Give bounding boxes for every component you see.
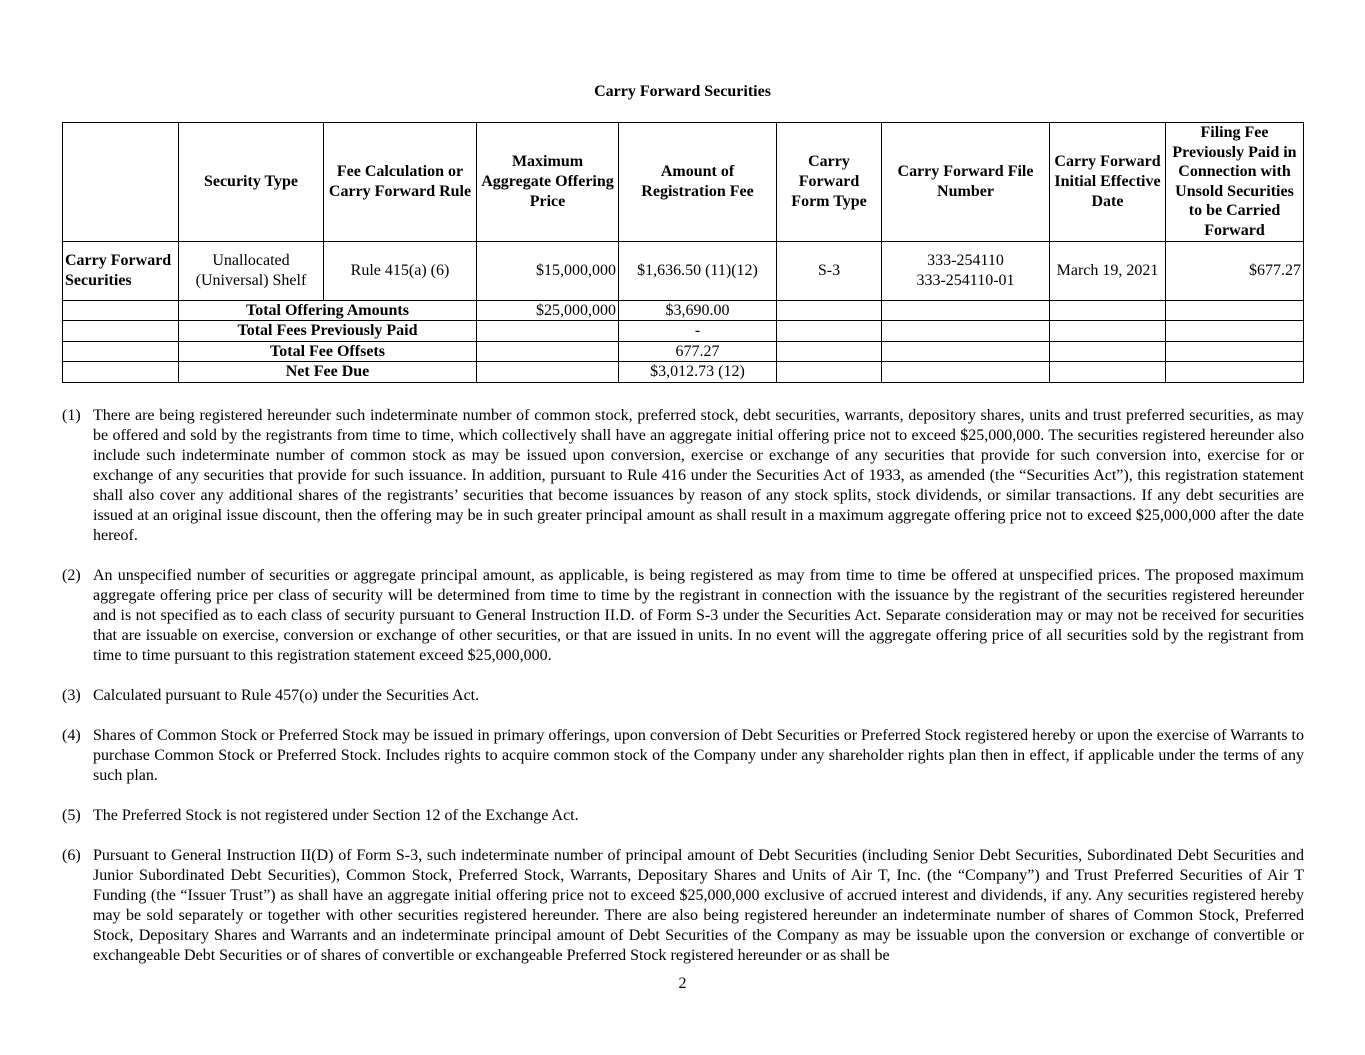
file-number-1: 333-254110 [927,251,1004,269]
table-row [63,341,1304,362]
row-label: Carry Forward Securities [63,241,179,300]
footnote-text: There are being registered hereunder such indeterminate number of common stock, preferred stock, debt securities, warrants, depository shares, units and trust preferred securities, as may be offered and sold by the registrants from time to time, which collectively shall have an aggregate initial offering price not to exceed $25,000,000. The securities registered hereunder also include such indeterminate number of common stock as may be issued upon conversion, exercise or exchange of any securities that provide for such conversion into, exercise for or exchange of any securities that provide for such issuance. In addition, pursuant to Rule 416 under the Securities Act of 1933, as amended (the “Securities Act”), this registration statement shall also cover any additional shares of the registrants’ securities that become issuances by reason of any stock splits, stock dividends, or similar transactions. If any debt securities are issued at an original issue discount, then the offering may be in such greater principal amount as shall result in a maximum aggregate offering price not to exceed $25,000,000 after the date hereof. [93,407,1304,544]
effective-date-cell: March 19, 2021 [1050,241,1166,300]
table-header-row [63,123,1304,242]
footnote [62,846,1304,966]
header-cell: Carry Forward File Number [882,123,1050,242]
header-cell: Carry Forward Initial Effective Date [1050,123,1166,242]
total-fee: 677.27 [619,341,777,362]
form-type-cell: S-3 [777,241,882,300]
table-row [63,362,1304,383]
total-label: Total Offering Amounts [179,300,477,321]
header-cell: Security Type [179,123,324,242]
total-price [477,321,619,342]
header-cell: Carry Forward Form Type [777,123,882,242]
rule-cell: Rule 415(a) (6) [324,241,477,300]
footnotes [62,406,1304,986]
footnote-number: (1) [62,407,81,424]
footnote-number: (4) [62,727,81,744]
header-cell [63,123,179,242]
header-cell: Fee Calculation or Carry Forward Rule [324,123,477,242]
header-cell: Filing Fee Previously Paid in Connection with Unsold Securities to be Carried Forward [1166,123,1304,242]
footnote [62,806,1304,826]
total-fee: - [619,321,777,342]
footnote-text: An unspecified number of securities or aggregate principal amount, as applicable, is being registered as may from time to time be offered at unspecified prices. The proposed maximum aggregate offering price per class of security will be determined from time to time by the registrant in connection with the issuance by the registrant of the securities registered hereunder and is not specified as to each class of security pursuant to General Instruction II.D. of Form S-3 under the Securities Act. Separate consideration may or may not be received for securities that are issuable on exercise, conversion or exchange of other securities, or that are issued in units. In no event will the aggregate offering price of all securities sold by the registrant from time to time pursuant to this registration statement exceed $25,000,000. [93,567,1304,664]
footnote [62,686,1304,706]
total-fee: $3,012.73 (12) [619,362,777,383]
footnote [62,566,1304,666]
empty-cell [63,362,179,383]
table-row [63,241,1304,300]
prev-paid-cell: $677.27 [1166,241,1304,300]
table-row [63,300,1304,321]
page-title: Carry Forward Securities [594,83,771,100]
empty-cell [63,321,179,342]
page-number: 2 [678,975,687,992]
security-type-cell: Unallocated (Universal) Shelf [179,241,324,300]
total-fee: $3,690.00 [619,300,777,321]
footnote [62,406,1304,546]
footnote-text: Shares of Common Stock or Preferred Stock may be issued in primary offerings, upon conversion of Debt Securities or Preferred Stock registered hereby or upon the exercise of Warrants to purchase Common Stock or Preferred Stock. Includes rights to acquire common stock of the Company under any shareholder rights plan then in effect, if applicable under the terms of any such plan. [93,727,1304,784]
total-label: Total Fee Offsets [179,341,477,362]
total-price: $25,000,000 [477,300,619,321]
footnote-text: Pursuant to General Instruction II(D) of Form S-3, such indeterminate number of principal amount of Debt Securities (including Senior Debt Securities, Subordinated Debt Securities and Junior Subordinated Debt Securities), Common Stock, Preferred Stock, Warrants, Depositary Shares and Units of Air T, Inc. (the “Company”) and Trust Preferred Securities of Air T Funding (the “Issuer Trust”) as shall have an aggregate initial offering price not to exceed $25,000,000 exclusive of accrued interest and dividends, if any. Any securities registered hereby may be sold separately or together with other securities registered hereunder. There are also being registered hereunder an indeterminate number of shares of Common Stock, Preferred Stock, Depositary Shares and Warrants and an indeterminate principal amount of Debt Securities of the Company as may be issuable upon the conversion or exchange of convertible or exchangeable Debt Securities or of shares of convertible or exchangeable Preferred Stock registered hereunder or as shall be [93,847,1304,964]
footnote-text: Calculated pursuant to Rule 457(o) under the Securities Act. [93,687,480,704]
footnote-number: (6) [62,847,81,864]
max-price-cell: $15,000,000 [477,241,619,300]
empty-cell [63,300,179,321]
footnote-number: (2) [62,567,81,584]
footnote [62,726,1304,786]
carry-forward-table [62,122,1304,383]
file-number-2: 333-254110-01 [916,271,1015,289]
file-number-cell [882,241,1050,300]
total-price [477,341,619,362]
header-cell: Maximum Aggregate Offering Price [477,123,619,242]
footnote-text: The Preferred Stock is not registered under Section 12 of the Exchange Act. [93,807,579,824]
fee-cell: $1,636.50 (11)(12) [619,241,777,300]
footnote-number: (5) [62,807,81,824]
header-cell: Amount of Registration Fee [619,123,777,242]
footnote-number: (3) [62,687,81,704]
empty-cell [63,341,179,362]
table-row [63,321,1304,342]
total-label: Total Fees Previously Paid [179,321,477,342]
total-price [477,362,619,383]
total-label: Net Fee Due [179,362,477,383]
